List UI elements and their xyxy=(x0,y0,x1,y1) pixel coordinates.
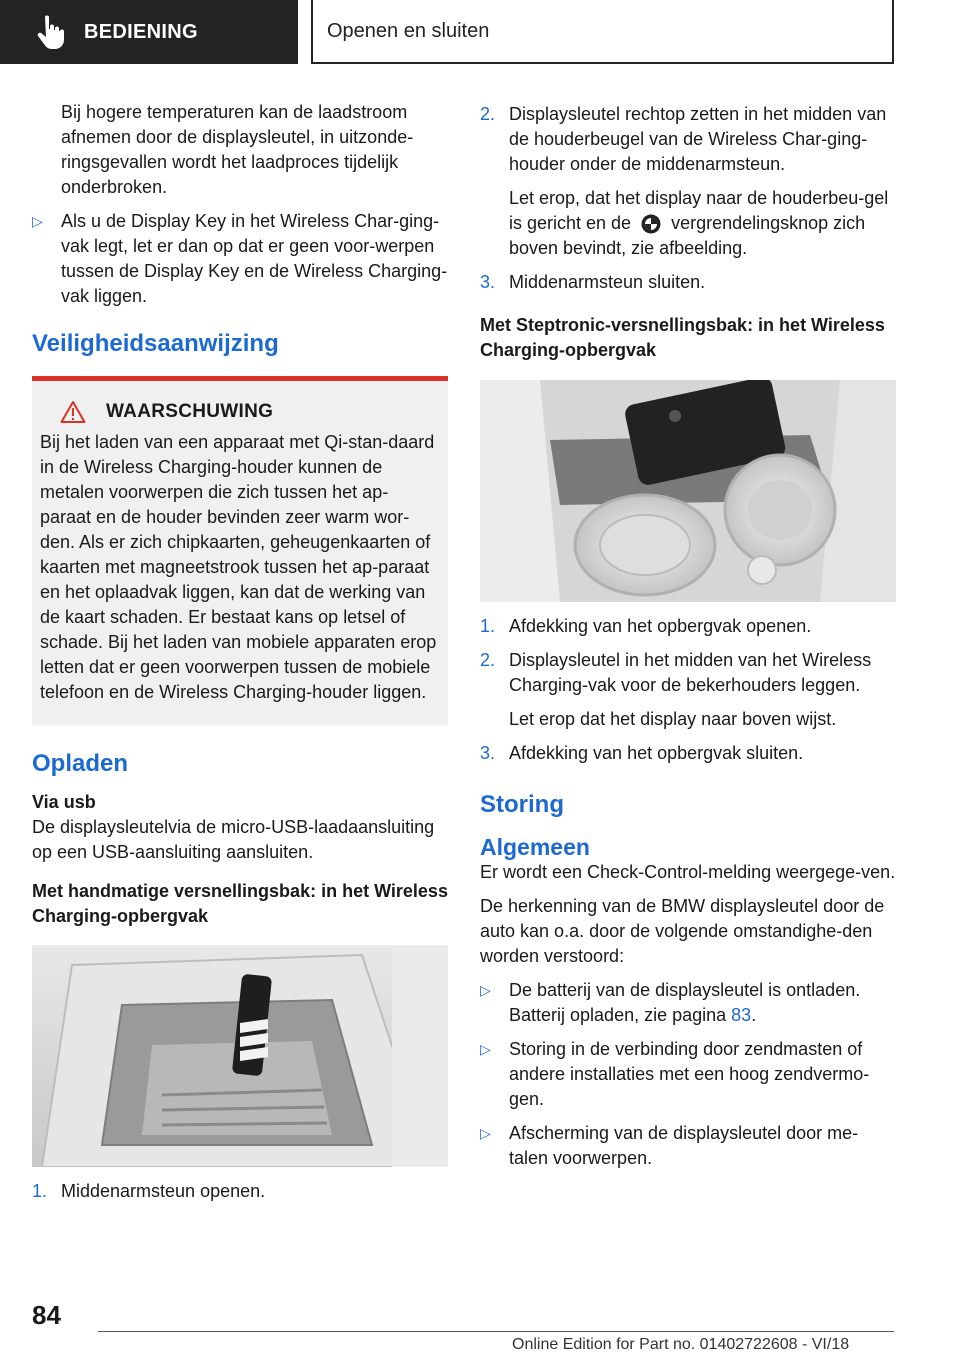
opladen-heading: Opladen xyxy=(32,750,129,777)
bullet-arrow-icon: ▷ xyxy=(480,982,491,998)
page-number: 84 xyxy=(32,1300,61,1330)
bmw-logo-icon xyxy=(641,214,661,234)
armrest-storage-photo xyxy=(32,945,448,1167)
list-item: ▷ Als u de Display Key in het Wireless Char-ging-vak legt, let er dan op dat er geen voor-werpen tussen de Display Key en de Wireless Charging-vak liggen. xyxy=(32,211,448,306)
bullet-arrow-icon: ▷ xyxy=(480,1041,491,1057)
algemeen-paragraph: Er wordt een Check-Control-melding weergege-ven. xyxy=(480,862,896,882)
chapter-title: Openen en sluiten xyxy=(327,19,490,42)
storing-heading: Storing xyxy=(480,791,564,818)
warning-triangle-icon xyxy=(60,400,86,424)
center-console-charging-photo xyxy=(480,380,896,602)
list-item: 2. Displaysleutel in het midden van het Wireless Charging-vak voor de bekerhouders leggen. xyxy=(480,650,872,695)
step-note: Let erop dat het display naar boven wijst. xyxy=(509,709,837,729)
list-item: 1. Middenarmsteun openen. xyxy=(32,1181,266,1201)
bullet-arrow-icon: ▷ xyxy=(480,1125,491,1141)
list-item: ▷ Afscherming van de displaysleutel door me-talen voorwerpen. xyxy=(480,1123,859,1168)
safety-heading: Veiligheidsaanwijzing xyxy=(32,330,279,357)
list-item: 3. Afdekking van het opbergvak sluiten. xyxy=(480,743,804,763)
page-reference-link[interactable]: 83 xyxy=(731,1005,752,1025)
footer-rule xyxy=(98,1331,894,1332)
list-item: 2. Displaysleutel rechtop zetten in het midden van de houderbeugel van de Wireless Char-ging-houder onder de middenarmsteun. xyxy=(480,104,887,174)
list-item: 1. Afdekking van het opbergvak openen. xyxy=(480,616,812,636)
intro-paragraph: Bij hogere temperaturen kan de laadstroom afnemen door de displaysleutel, in uitzonde-ringsgevallen wordt het laadproces tijdelijk onderbroken. xyxy=(61,102,414,197)
right-column xyxy=(480,102,896,1180)
left-column xyxy=(32,100,448,1213)
warning-text: Bij het laden van een apparaat met Qi-stan-daard in de Wireless Charging-houder kunnen de metalen voorwerpen die zich tussen het ap-paraat en de houder bevinden zeer warm wor-den. Als er zich chipkaarten, geheugenkaarten of kaarten met magneetstrook tussen het ap-paraat en het oplaadvak liggen, kan dat de werking van de kaart schaden. Er bestaat kans op letsel of schade. Bij het laden van mobiele apparaten erop letten dat er geen voorwerpen tussen de mobiele telefoon en de Wireless Charging-houder liggen. xyxy=(40,432,437,702)
hand-touch-icon xyxy=(34,14,64,50)
list-item: ▷ De batterij van de displaysleutel is ontladen. Batterij opladen, zie pagina 83. xyxy=(480,980,861,1025)
list-item: 3. Middenarmsteun sluiten. xyxy=(480,272,706,292)
algemeen-heading: Algemeen xyxy=(480,834,590,860)
section-label: BEDIENING xyxy=(84,20,198,43)
usb-heading: Via usb xyxy=(32,792,96,812)
warning-title: WAARSCHUWING xyxy=(106,401,274,422)
edition-footer: Online Edition for Part no. 01402722608 - VI/18 xyxy=(512,1336,850,1353)
chapter-title-box xyxy=(311,0,894,64)
bullet-arrow-icon: ▷ xyxy=(32,213,43,229)
manual-gearbox-heading: Met handmatige versnellingsbak: in het Wireless Charging-opbergvak xyxy=(32,881,448,926)
warning-box xyxy=(32,381,448,725)
list-item: ▷ Storing in de verbinding door zendmasten of andere installaties met een hoog zendvermo-gen. xyxy=(480,1039,870,1109)
step-note: Let erop, dat het display naar de houderbeu-gel is gericht en de vergrendelingsknop zich boven bevindt, zie afbeelding. xyxy=(509,188,889,258)
steptronic-heading: Met Steptronic-versnellingsbak: in het Wireless Charging-opbergvak xyxy=(480,315,885,360)
section-tab xyxy=(0,0,298,64)
usb-paragraph: De displaysleutelvia de micro-USB-laadaansluiting op een USB-aansluiting aansluiten. xyxy=(32,817,435,862)
herkenning-paragraph: De herkenning van de BMW displaysleutel door de auto kan o.a. door de volgende omstandighe-den worden verstoord: xyxy=(480,896,885,966)
